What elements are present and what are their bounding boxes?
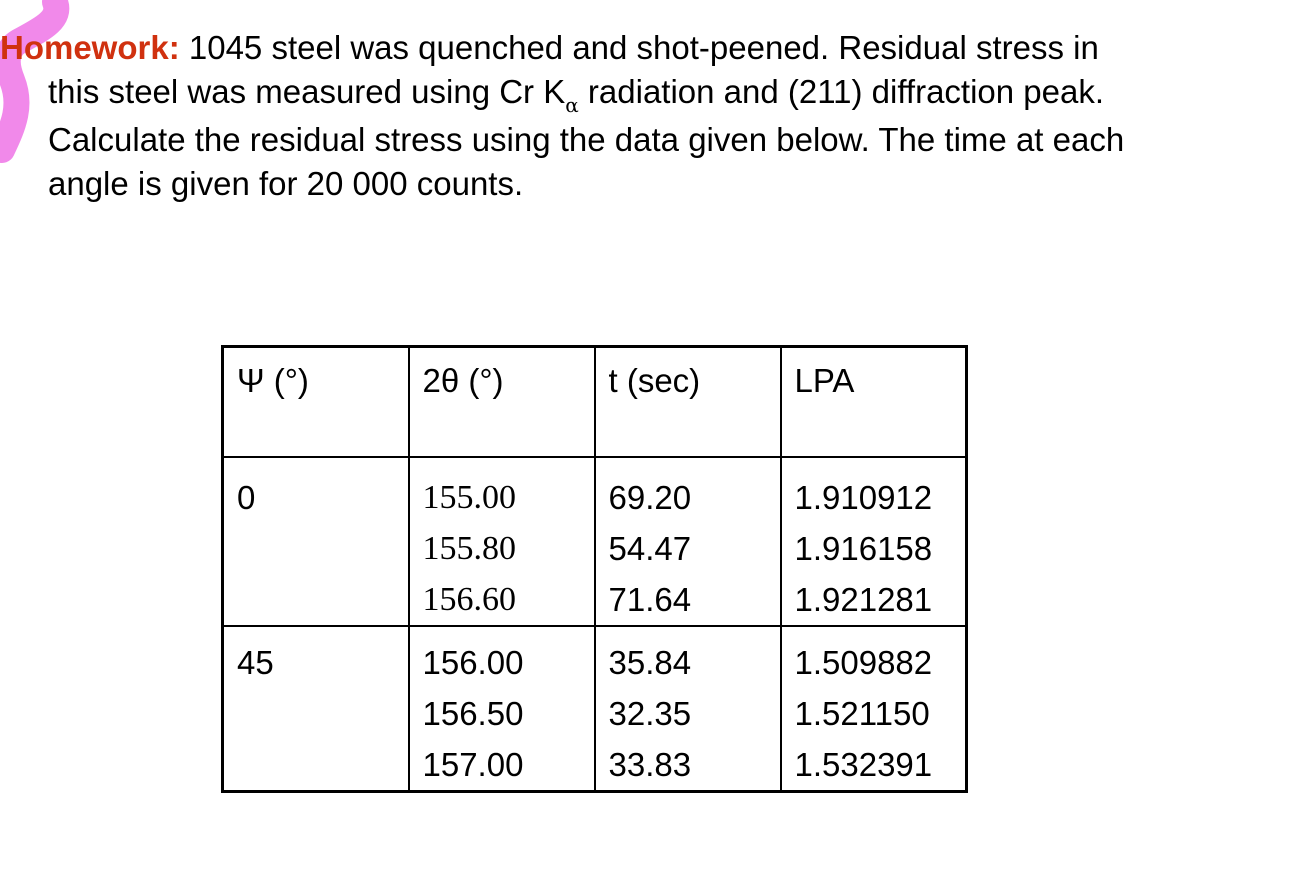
- problem-statement: [0, 26, 1280, 206]
- table-row: [223, 457, 967, 626]
- problem-line-1: Homework: 1045 steel was quenched and shot-peened. Residual stress in: [0, 29, 1099, 66]
- lpa-cell: 1.509882 1.521150 1.532391: [781, 626, 967, 792]
- stress-data-table: [221, 345, 968, 793]
- lpa-cell: 1.910912 1.916158 1.921281: [781, 457, 967, 626]
- time-cell: 35.84 32.35 33.83: [595, 626, 781, 792]
- header-psi: Ψ (°): [223, 347, 409, 457]
- problem-line-4: angle is given for 20 000 counts.: [48, 165, 524, 202]
- psi-cell: 45: [223, 626, 409, 792]
- psi-cell: 0: [223, 457, 409, 626]
- header-lpa: LPA: [781, 347, 967, 457]
- header-two-theta: 2θ (°): [409, 347, 595, 457]
- table-row: [223, 626, 967, 792]
- homework-label: Homework:: [0, 29, 180, 66]
- two-theta-cell: 155.00 155.80 156.60: [409, 457, 595, 626]
- table-header-row: [223, 347, 967, 457]
- alpha-subscript: α: [565, 93, 579, 117]
- two-theta-cell: 156.00 156.50 157.00: [409, 626, 595, 792]
- problem-line-3: Calculate the residual stress using the data given below. The time at each: [48, 121, 1125, 158]
- problem-line-2: this steel was measured using Cr $K_\alpha$ radiation and (211) diffraction peak.: [48, 73, 1105, 117]
- time-cell: 69.20 54.47 71.64: [595, 457, 781, 626]
- header-time: t (sec): [595, 347, 781, 457]
